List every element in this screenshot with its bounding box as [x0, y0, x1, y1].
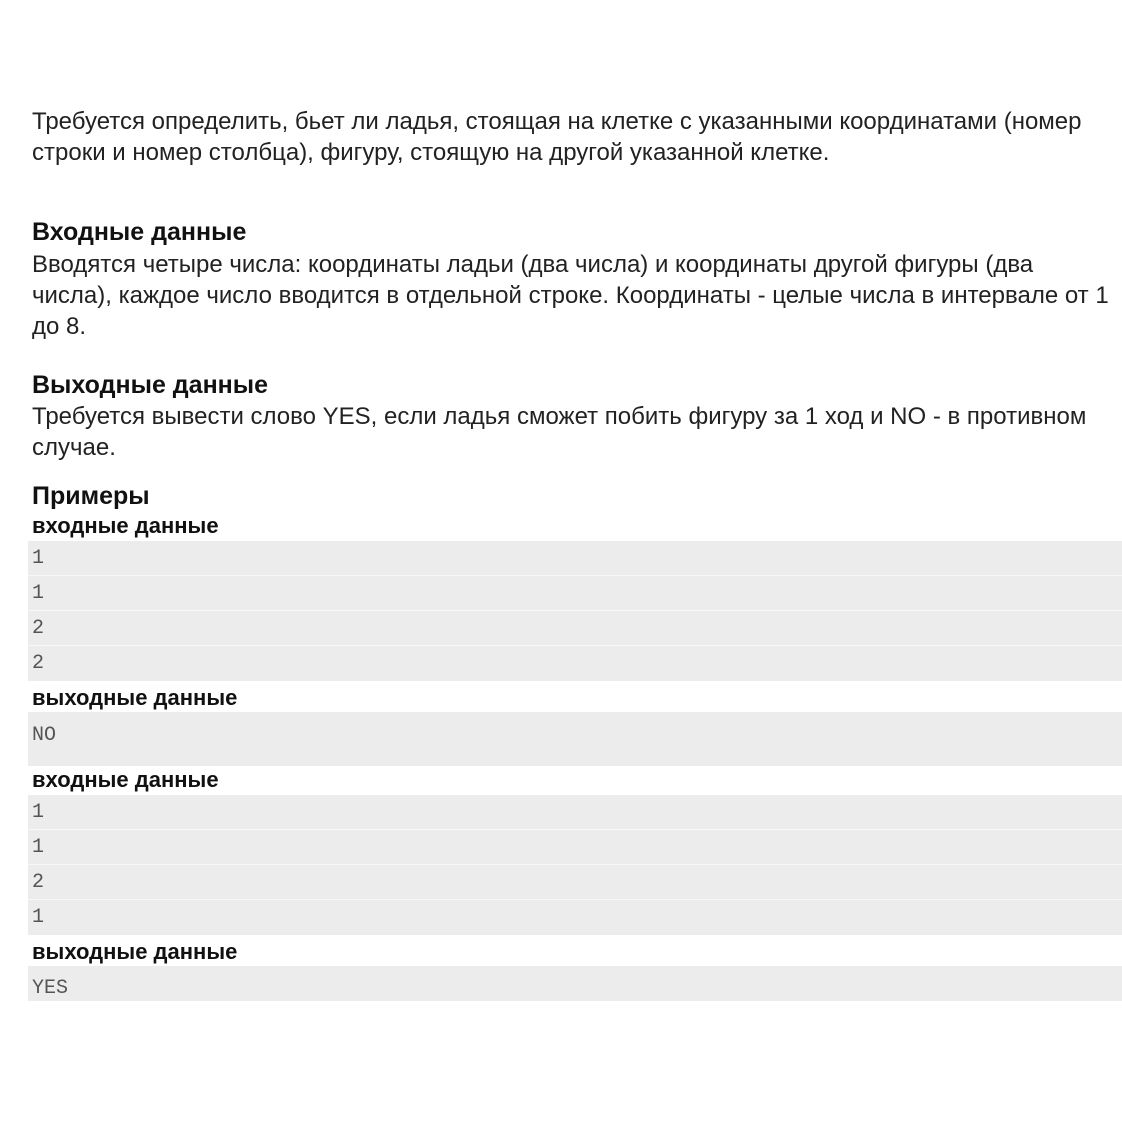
example-1-output-label: выходные данные	[32, 685, 238, 710]
example-2-output-line: YES	[32, 977, 69, 1000]
example-1-input-line: 1	[28, 576, 1122, 611]
example-1-input-label: входные данные	[32, 513, 219, 538]
example-1-output-line: NO	[32, 724, 57, 747]
input-section-text: Вводятся четыре числа: координаты ладьи (два числа) и координаты другой фигуры (два числа), каждое число вводится в отдельной строке. Координаты - целые числа в интервале от 1 до 8.	[32, 251, 1109, 340]
examples-title: Примеры	[32, 482, 150, 510]
example-1-input-line: 2	[28, 611, 1122, 646]
example-1-input-line: 1	[28, 541, 1122, 576]
example-2-input-label: входные данные	[32, 767, 219, 792]
example-2-input-block	[28, 795, 1122, 935]
example-2-output-block	[28, 966, 1122, 1001]
example-2-input-line: 1	[28, 830, 1122, 865]
output-section-title: Выходные данные	[32, 371, 269, 399]
example-2-input-line: 1	[32, 906, 45, 929]
example-1-output-block	[28, 712, 1122, 766]
example-2-output-label: выходные данные	[32, 939, 238, 964]
input-section-title: Входные данные	[32, 218, 247, 246]
example-1-input-block	[28, 541, 1122, 681]
output-section-text: Требуется вывести слово YES, если ладья сможет побить фигуру за 1 ход и NO - в противном случае.	[32, 403, 1087, 461]
example-2-input-line: 2	[28, 865, 1122, 900]
problem-statement: Требуется определить, бьет ли ладья, стоящая на клетке с указанными координатами (номер строки и номер столбца), фигуру, стоящую на другой указанной клетке.	[32, 108, 1082, 166]
example-2-input-line: 1	[28, 795, 1122, 830]
example-1-input-line: 2	[32, 652, 45, 675]
